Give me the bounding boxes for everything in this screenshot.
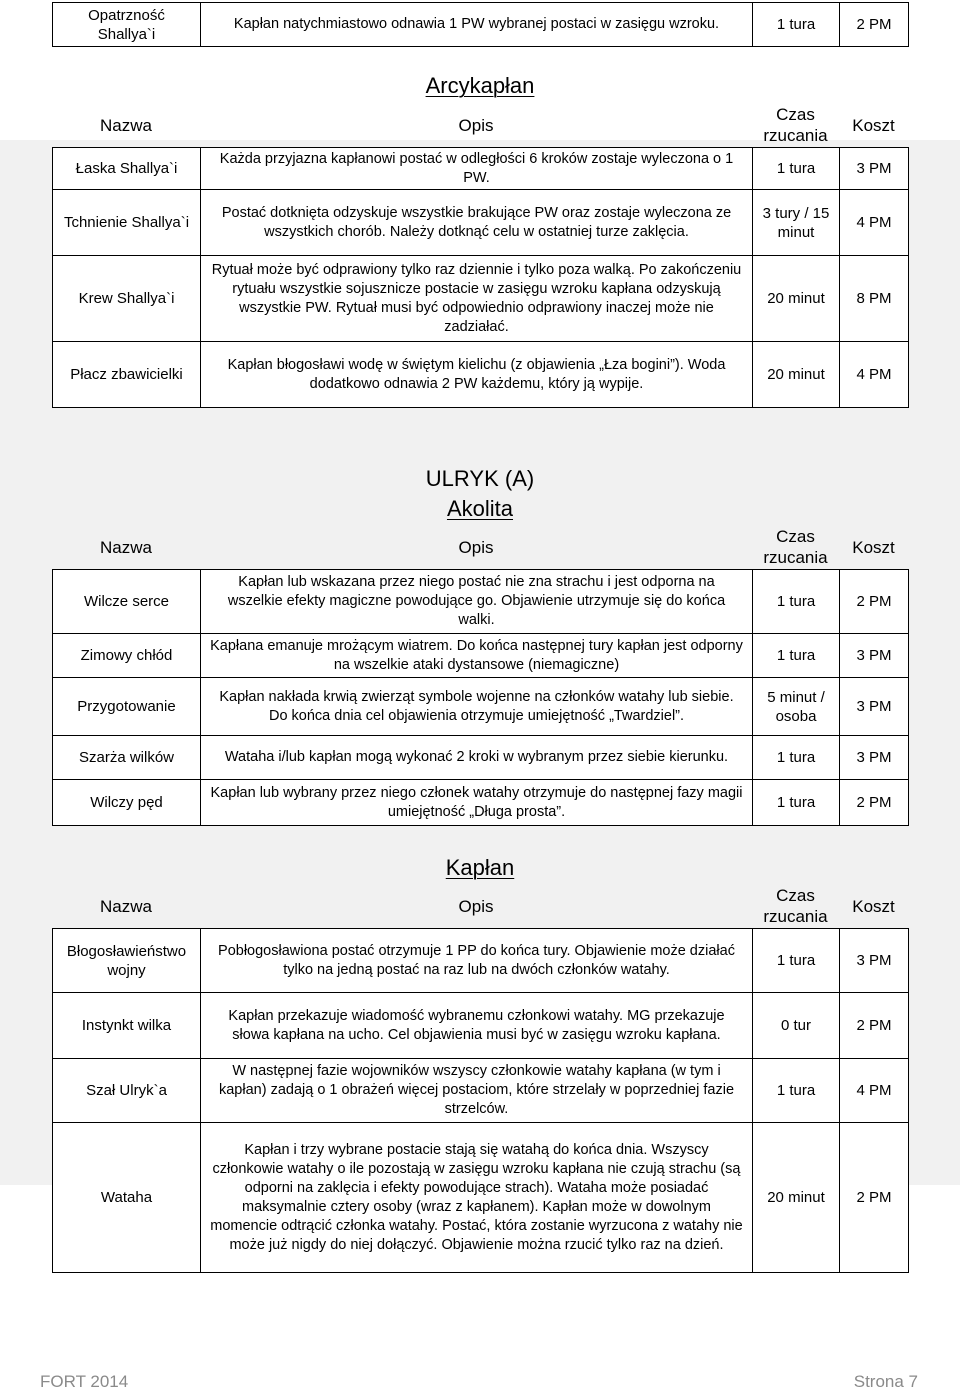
spell-cast-time: 1 tura (753, 736, 840, 780)
spell-name: Krew Shallya`i (53, 256, 201, 342)
spell-cast-time: 1 tura (753, 148, 840, 190)
spell-name: Wilcze serce (53, 570, 201, 634)
spell-description: Wataha i/lub kapłan mogą wykonać 2 kroki w wybranym przez siebie kierunku. (201, 736, 753, 780)
spell-description: Rytuał może być odprawiony tylko raz dziennie i tylko poza walką. Po zakończeniu rytuału wszystkie sojusznicze postacie w zasięgu wzroku kapłana odzyskują wszystkie PW. Rytuał musi być odpowiednio odprawiony inaczej może nie zadziałać. (201, 256, 753, 342)
spell-description: Kapłan natychmiastowo odnawia 1 PW wybranej postaci w zasięgu wzroku. (201, 3, 753, 47)
spell-description: Kapłana emanuje mrożącym wiatrem. Do końca następnej tury kapłan jest odporny na wszelkie ataki dystansowe (niemagiczne) (201, 634, 753, 678)
spell-cast-time: 1 tura (753, 634, 840, 678)
spell-name: Zimowy chłód (53, 634, 201, 678)
spell-cost: 2 PM (840, 993, 909, 1059)
spell-table (52, 928, 909, 1273)
section-title: Kapłan (445, 855, 515, 880)
table-row (53, 736, 909, 780)
section-title: Arcykapłan (425, 73, 535, 98)
spell-description: Kapłan przekazuje wiadomość wybranemu członkowi watahy. MG przekazuje słowa kapłana na ucho. Cel objawienia musi być w zasięgu wzroku kapłana. (201, 993, 753, 1059)
header-desc: Opis (458, 896, 494, 916)
table-row (53, 256, 909, 342)
header-desc: Opis (458, 115, 494, 135)
spell-description: Kapłan błogosławi wodę w świętym kielichu (z objawienia „Łza bogini”). Woda dodatkowo odnawia 2 PW każdemu, który ją wypije. (201, 342, 753, 408)
table-row (53, 3, 909, 47)
header-name: Nazwa (100, 896, 152, 916)
spell-description: Każda przyjazna kapłanowi postać w odległości 6 kroków zostaje wyleczona o 1 PW. (201, 148, 753, 190)
table-header (52, 525, 908, 569)
spell-cast-time: 20 minut (753, 1123, 840, 1273)
header-desc: Opis (458, 537, 494, 557)
table-row (53, 342, 909, 408)
spell-name: Łaska Shallya`i (53, 148, 201, 190)
spell-name: Błogosławieństwo wojny (53, 929, 201, 993)
spell-cost: 4 PM (840, 1059, 909, 1123)
table-row (53, 570, 909, 634)
spell-cast-time: 20 minut (753, 256, 840, 342)
spell-cost: 8 PM (840, 256, 909, 342)
spell-description: Kapłan i trzy wybrane postacie stają się watahą do końca dnia. Wszyscy członkowie watahy o ile pozostają w zasięgu wzroku kapłana nie czują strachu (są odporni na zaklęcia i efekty powodujące strach). Wataha może posiadać maksymalnie cztery osoby (wraz z kapłanem). Kapłan może w dowolnym momencie odtrącić członka watahy. Postać, która zostanie wyrzucona z watahy nie może już nigdy do niej dołączyć. Objawienie można rzucić tylko raz na dzień. (201, 1123, 753, 1273)
footer-page-number: Strona 7 (853, 1372, 918, 1391)
header-cost: Koszt (852, 537, 895, 557)
spell-name: Szał Ulryk`a (53, 1059, 201, 1123)
spell-cast-time: 1 tura (753, 780, 840, 826)
spell-cast-time: 1 tura (753, 3, 840, 47)
spell-name: Wilczy pęd (53, 780, 201, 826)
spell-cost: 3 PM (840, 678, 909, 736)
table-row (53, 993, 909, 1059)
spell-description: W następnej fazie wojowników wszyscy członkowie watahy kapłana (w tym i kapłan) zadają o 1 obrażeń więcej postaciom, które strzelały w poprzedniej fazie strzelców. (201, 1059, 753, 1123)
spell-description: Pobłogosławiona postać otrzymuje 1 PP do końca tury. Objawienie może działać tylko na jedną postać na raz lub na dwóch członków watahy. (201, 929, 753, 993)
spell-name: Płacz zbawicielki (53, 342, 201, 408)
table-row (53, 148, 909, 190)
table-row (53, 780, 909, 826)
spell-cost: 3 PM (840, 634, 909, 678)
spell-cast-time: 1 tura (753, 1059, 840, 1123)
table-row (53, 634, 909, 678)
spell-cast-time: 1 tura (753, 570, 840, 634)
spell-description: Kapłan lub wskazana przez niego postać nie zna strachu i jest odporna na wszelkie efekty magiczne powodujące go. Objawienie utrzymuje się do końca walki. (201, 570, 753, 634)
table-row (53, 678, 909, 736)
header-name: Nazwa (100, 115, 152, 135)
spell-cost: 2 PM (840, 570, 909, 634)
spell-cost: 4 PM (840, 342, 909, 408)
header-time: Czas rzucania (763, 105, 828, 145)
table-header (52, 103, 908, 147)
table-header (52, 884, 908, 928)
spell-cast-time: 3 tury / 15 minut (753, 190, 840, 256)
spell-cost: 3 PM (840, 148, 909, 190)
footer-left: FORT 2014 (40, 1372, 129, 1391)
table-row (53, 929, 909, 993)
header-cost: Koszt (852, 115, 895, 135)
section-title: Akolita (446, 496, 514, 521)
spell-name: Przygotowanie (53, 678, 201, 736)
header-name: Nazwa (100, 537, 152, 557)
spell-name: Szarża wilków (53, 736, 201, 780)
table-row (53, 1059, 909, 1123)
deity-heading: ULRYK (A) (425, 466, 535, 491)
header-time: Czas rzucania (763, 886, 828, 926)
spell-description: Kapłan lub wybrany przez niego członek watahy otrzymuje do następnej fazy magii umiejętność „Długa prosta”. (201, 780, 753, 826)
spell-cast-time: 20 minut (753, 342, 840, 408)
spell-cost: 2 PM (840, 3, 909, 47)
spell-name: Wataha (53, 1123, 201, 1273)
spell-cost: 3 PM (840, 929, 909, 993)
spell-name: Opatrzność Shallya`i (53, 3, 201, 47)
top-spell-table (52, 2, 909, 47)
spell-cost: 2 PM (840, 1123, 909, 1273)
spell-description: Kapłan nakłada krwią zwierząt symbole wojenne na członków watahy lub siebie. Do końca dnia cel objawienia otrzymuje umiejętność „Twardziel”. (201, 678, 753, 736)
spell-cast-time: 5 minut / osoba (753, 678, 840, 736)
spell-cost: 4 PM (840, 190, 909, 256)
spell-table (52, 147, 909, 408)
spell-cast-time: 1 tura (753, 929, 840, 993)
header-time: Czas rzucania (763, 527, 828, 567)
spell-table (52, 569, 909, 826)
spell-name: Instynkt wilka (53, 993, 201, 1059)
spell-cost: 2 PM (840, 780, 909, 826)
header-cost: Koszt (852, 896, 895, 916)
spell-name: Tchnienie Shallya`i (53, 190, 201, 256)
table-row (53, 190, 909, 256)
spell-description: Postać dotknięta odzyskuje wszystkie brakujące PW oraz zostaje wyleczona ze wszystkich chorób. Należy dotknąć celu w ostatniej turze zaklęcia. (201, 190, 753, 256)
spell-cost: 3 PM (840, 736, 909, 780)
table-row (53, 1123, 909, 1273)
spell-cast-time: 0 tur (753, 993, 840, 1059)
